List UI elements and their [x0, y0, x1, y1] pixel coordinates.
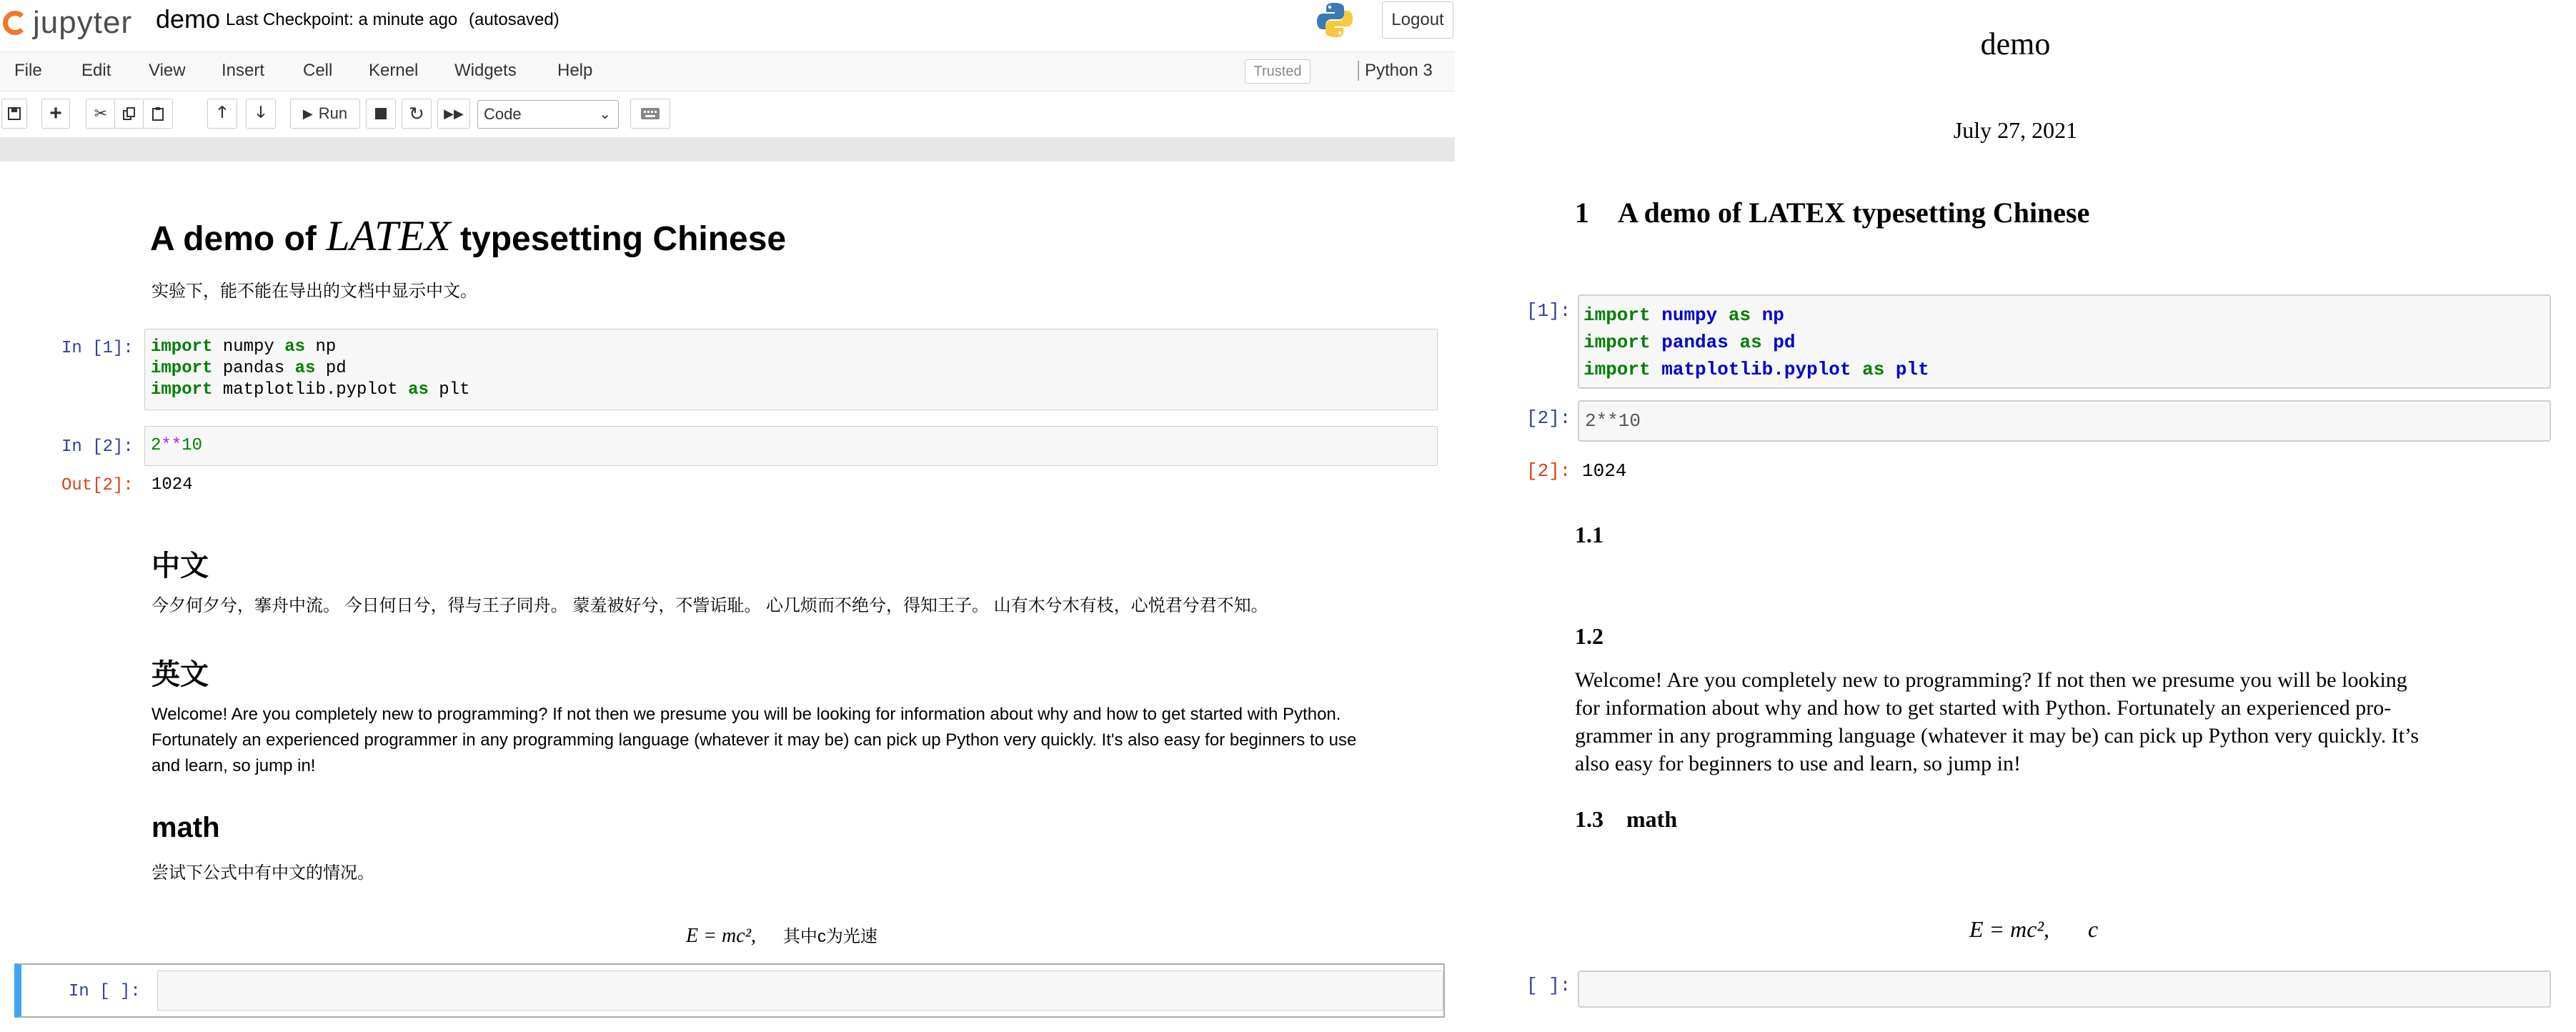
menu-view[interactable]: View	[149, 61, 186, 80]
section-number: 1.3	[1575, 806, 1603, 832]
pdf-section-1-heading	[1575, 196, 2089, 229]
play-icon: ▶	[302, 106, 313, 121]
menu-insert[interactable]: Insert	[222, 61, 265, 80]
formula-variable: c	[2088, 916, 2099, 942]
section-number: 1	[1575, 197, 1589, 229]
insert-cell-button[interactable]	[41, 99, 70, 129]
cut-button[interactable]	[86, 99, 116, 129]
keyword: as	[1862, 359, 1885, 380]
number: 10	[181, 436, 203, 455]
keyword: as	[294, 359, 316, 378]
formula-expression: E = mc²,	[686, 925, 757, 947]
pdf-cell-2-code	[1578, 400, 2551, 442]
jupyter-wordmark: jupyter	[33, 5, 133, 40]
menu-file[interactable]: File	[14, 61, 42, 80]
arrow-up-icon: 🡑	[218, 103, 227, 121]
intro-paragraph: 实验下，能不能在导出的文档中显示中文。	[151, 282, 477, 301]
pdf-cell-1-code	[1578, 294, 2551, 389]
code-line	[151, 337, 470, 358]
copy-button[interactable]	[114, 99, 144, 129]
pdf-math-formula	[1969, 916, 2098, 943]
code-line: 2**10	[1585, 410, 1641, 432]
stop-icon	[375, 108, 387, 119]
command-palette-button[interactable]	[630, 99, 670, 129]
menu-cell[interactable]: Cell	[303, 61, 333, 80]
chevron-down-icon: ⌄	[599, 106, 611, 122]
code-text: pd	[315, 359, 347, 378]
empty-cell-prompt: In [ ]:	[69, 982, 141, 1001]
keyword: as	[284, 337, 306, 357]
menu-bar	[0, 51, 1455, 91]
pdf-cell-2-prompt: [2]:	[1526, 407, 1571, 429]
paste-icon	[151, 106, 165, 121]
interrupt-button[interactable]	[366, 99, 396, 129]
pdf-subsection-1-3	[1575, 806, 1677, 833]
pdf-date: July 27, 2021	[1953, 117, 2078, 143]
keyword: import	[1583, 359, 1651, 380]
empty-cell-input[interactable]	[157, 971, 1443, 1011]
pdf-cell-2-output-prompt: [2]:	[1526, 460, 1571, 482]
paragraph-line: Welcome! Are you completely new to programming? If not then we presume you will be looking	[1575, 668, 2407, 692]
code-line	[1583, 356, 1929, 383]
title-suffix: typesetting Chinese	[460, 220, 787, 258]
jupyter-ring-icon	[3, 11, 27, 35]
scissors-icon: ✂	[94, 104, 108, 122]
paragraph-line: also easy for beginners to use and learn, so jump in!	[1575, 752, 2021, 775]
section-title: math	[1626, 806, 1678, 832]
keyword: import	[151, 380, 213, 400]
keyword: import	[151, 337, 213, 357]
restart-button[interactable]	[402, 99, 432, 129]
toolbar-divider	[0, 137, 1455, 162]
keyboard-icon	[640, 107, 660, 120]
alias-name: pd	[1773, 332, 1796, 353]
code-text: plt	[428, 380, 470, 400]
code-line	[151, 358, 470, 379]
pdf-subsection-1-2: 1.2	[1575, 623, 1603, 649]
refresh-icon: ↻	[409, 102, 424, 124]
plus-icon: +	[49, 101, 62, 125]
fast-forward-icon: ▶▶	[444, 106, 464, 121]
cell-2-input[interactable]	[144, 426, 1438, 466]
notebook-name[interactable]: demo	[156, 4, 221, 34]
code-text: numpy	[212, 337, 285, 357]
notebook-toolbar	[0, 93, 1455, 136]
module-name: matplotlib.pyplot	[1661, 359, 1851, 380]
save-icon	[7, 106, 21, 121]
title-latex-logo: LATEX	[326, 212, 451, 259]
heading-math: math	[151, 812, 220, 843]
section-suffix: typesetting Chinese	[1852, 197, 2090, 229]
cell-2-prompt: In [2]:	[61, 437, 134, 457]
number: 2	[151, 436, 161, 455]
pdf-cell-2-output: 1024	[1582, 460, 1627, 482]
module-name: numpy	[1661, 304, 1718, 326]
menu-kernel[interactable]: Kernel	[369, 61, 419, 80]
keyword: import	[151, 359, 213, 378]
pdf-subsection-1-1: 1.1	[1575, 522, 1603, 547]
run-label: Run	[318, 104, 348, 122]
alias-name: plt	[1895, 359, 1929, 380]
pdf-cell-1-prompt: [1]:	[1526, 300, 1571, 322]
selected-cell[interactable]	[14, 963, 1445, 1018]
logout-button[interactable]: Logout	[1382, 1, 1453, 39]
checkpoint-status: Last Checkpoint: a minute ago	[226, 10, 458, 29]
code-text: pandas	[212, 359, 295, 378]
menu-widgets[interactable]: Widgets	[454, 61, 517, 80]
keyword: as	[1739, 332, 1762, 353]
pdf-empty-cell	[1578, 971, 2551, 1008]
code-text: matplotlib.pyplot	[212, 380, 409, 400]
menu-help[interactable]: Help	[557, 61, 593, 80]
cell-type-select[interactable]	[477, 100, 619, 129]
cell-1-input[interactable]	[144, 329, 1438, 410]
code-line	[1583, 302, 1929, 329]
keyword: import	[1583, 304, 1651, 326]
keyword: as	[408, 380, 429, 400]
heading-english: 英文	[151, 659, 209, 690]
formula-expression: E = mc²,	[1969, 916, 2050, 942]
formula-note: 其中c为光速	[782, 927, 877, 946]
run-button[interactable]	[290, 99, 360, 129]
save-button[interactable]	[1, 99, 27, 129]
cell-1-prompt: In [1]:	[61, 339, 134, 358]
move-up-button[interactable]	[207, 99, 237, 129]
chinese-paragraph: 今夕何夕兮，搴舟中流。 今日何日兮，得与王子同舟。 蒙羞被好兮，不訾诟耻。 心几烦而不绝兮，得知王子。 山有木兮木有枝，心悦君兮君不知。	[151, 596, 1268, 615]
math-paragraph: 尝试下公式中有中文的情况。	[151, 863, 374, 883]
menu-edit[interactable]: Edit	[81, 61, 111, 80]
english-paragraph-line: Fortunately an experienced programmer in any programming language (whatever it may be) can pick up Python very quickly. It's also easy for beginners to use	[151, 730, 1357, 750]
paragraph-line: for information about why and how to get started with Python. Fortunately an experienced pro-	[1575, 696, 2392, 720]
alias-name: np	[1761, 304, 1784, 326]
notebook-header	[0, 0, 1455, 50]
move-down-button[interactable]	[246, 99, 276, 129]
autosave-status: (autosaved)	[469, 10, 560, 29]
trusted-indicator[interactable]: Trusted	[1245, 59, 1311, 84]
module-name: pandas	[1661, 332, 1729, 353]
pdf-preview	[1455, 0, 2576, 1032]
paragraph-line: grammer in any programming language (whatever it may be) can pick up Python very quickly. It’s	[1575, 724, 2420, 748]
code-line	[151, 435, 202, 457]
keyword: import	[1583, 332, 1651, 353]
cell-2-output-prompt: Out[2]:	[61, 476, 134, 495]
copy-icon	[122, 106, 136, 121]
section-prefix: A demo of	[1618, 197, 1742, 229]
jupyter-logo[interactable]	[3, 3, 132, 43]
cell-2-output: 1024	[151, 475, 193, 495]
english-paragraph-line: and learn, so jump in!	[151, 756, 316, 775]
arrow-down-icon: 🡓	[257, 103, 265, 121]
cell-type-value: Code	[484, 105, 522, 123]
paste-button[interactable]	[143, 99, 173, 129]
restart-run-all-button[interactable]	[437, 99, 470, 129]
code-line	[1583, 329, 1929, 356]
kernel-indicator[interactable]: Python 3	[1358, 61, 1433, 81]
pdf-title: demo	[1980, 26, 2051, 61]
pdf-empty-cell-prompt: [ ]:	[1526, 975, 1571, 996]
heading-chinese: 中文	[151, 550, 209, 582]
python-logo-icon	[1315, 0, 1355, 40]
keyword: as	[1728, 304, 1751, 326]
title-prefix: A demo of	[150, 220, 317, 258]
section-latex-logo: LATEX	[1749, 197, 1846, 229]
operator: **	[161, 436, 182, 455]
pdf-paragraph	[1575, 666, 2419, 778]
english-paragraph-line: Welcome! Are you completely new to programming? If not then we presume you will be looking for information about why and how to get started with Python.	[151, 705, 1341, 724]
notebook-title-heading	[150, 212, 786, 261]
math-formula	[686, 922, 877, 948]
code-line	[151, 379, 470, 401]
code-text: np	[305, 337, 337, 357]
